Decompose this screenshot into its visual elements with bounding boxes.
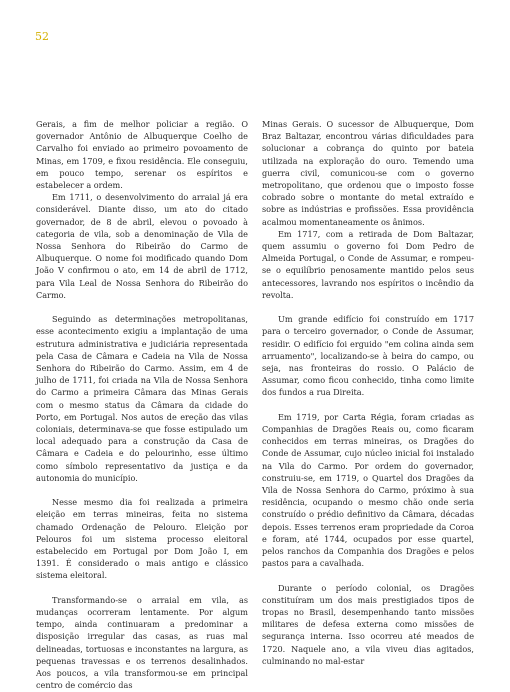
text-column-left — [36, 118, 248, 692]
page-number: 52 — [35, 30, 49, 43]
paragraph: Seguindo as determinações metropolitanas, esse acontecimento exigiu a implantação de uma estrutura administrativa e judiciária representada pela Casa de Câmara e Cadeia na Vila de Nossa Senhora do Ribeirão do Carmo. Assim, em 4 de julho de 1711, foi criada na Vila de Nossa Senhora do Carmo a primeira Câmara das Minas Gerais com o mesmo status da Câmara da cidade do Porto, em Portugal. Nos autos de ereção das vilas coloniais, determinava-se que fosse estipulado um local adequado para a construção da Casa de Câmara e Cadeia e do pelourinho, esse último como símbolo representativo da justiça e da autonomia do município. — [36, 314, 248, 483]
paragraph: Um grande edifício foi construído em 1717 para o terceiro governador, o Conde de Assumar, residir. O edifício foi erguido "em colina ainda sem arruamento", localizando-se à beira do campo, ou seja, nas fronteiras do rossio. O Palácio de Assumar, como ficou conhecido, tinha como limite dos fundos a rua Direita. — [262, 314, 474, 398]
text-column-right — [262, 118, 474, 667]
paragraph: Transformando-se o arraial em vila, as mudanças ocorreram lentamente. Por algum tempo, ainda continuaram a predominar a disposição irregular das casas, as ruas mal delineadas, tortuosas e inconstantes na largura, as pequenas travessas e os terrenos desalinhados. Aos poucos, a vila transformou-se em principal centro de comércio das — [36, 594, 248, 691]
paragraph: Em 1711, o desenvolvimento do arraial já era considerável. Diante disso, um ato do citado governador, de 8 de abril, elevou o povoado à categoria de vila, sob a denominação de Vila de Nossa Senhora do Ribeirão do Carmo de Albuquerque. O nome foi modificado quando Dom João V confirmou o ato, em 14 de abril de 1712, para Vila Leal de Nossa Senhora do Ribeirão do Carmo. — [36, 192, 248, 300]
paragraph: Em 1717, com a retirada de Dom Baltazar, quem assumiu o governo foi Dom Pedro de Almeida Portugal, o Conde de Assumar, e rompeu-se o equilíbrio penosamente mantido pelos seus antecessores, lavrando nos espíritos o incêndio da revolta. — [262, 228, 474, 300]
paragraph: Minas Gerais. O sucessor de Albuquerque, Dom Braz Baltazar, encontrou várias dificuldades para solucionar a cobrança do quinto por bateia utilizada na exploração do ouro. Temendo uma guerra civil, comunicou-se com o governo metropolitano, que ordenou que o imposto fosse cobrado sobre o montante do metal extraído e sobre as indústrias e profissões. Essa providência acalmou momentaneamente os ânimos. — [262, 119, 474, 227]
paragraph: Gerais, a fim de melhor policiar a região. O governador Antônio de Albuquerque Coelho de Carvalho foi enviado ao primeiro povoamento de Minas, em 1709, e fixou residência. Ele conseguiu, em pouco tempo, serenar os espíritos e estabelecer a ordem. — [36, 119, 248, 191]
paragraph: Nesse mesmo dia foi realizada a primeira eleição em terras mineiras, feita no sistema chamado Ordenação de Pelouro. Eleição por Pelouros foi um sistema processo eleitoral estabelecido em Portugal por Dom João I, em 1391. É considerado o mais antigo e clássico sistema eleitoral. — [36, 497, 248, 581]
paragraph: Durante o período colonial, os Dragões constituíram um dos mais prestigiados tipos de tropas no Brasil, desempenhando tanto missões militares de defesa externa como missões de segurança interna. Isso ocorreu até meados de 1720. Naquele ano, a vila viveu dias agitados, culminando no mal-estar — [262, 582, 474, 666]
paragraph: Em 1719, por Carta Régia, foram criadas as Companhias de Dragões Reais ou, como ficaram conhecidos em terras mineiras, os Dragões do Conde de Assumar, cujo núcleo inicial foi instalado na Vila do Carmo. Por ordem do governador, construiu-se, em 1719, o Quartel dos Dragões da Vila de Nossa Senhora do Carmo, próximo à sua residência, ocupando o mesmo chão onde seria construído o prédio definitivo da Câmara, décadas depois. Esses terrenos eram propriedade da Coroa e foram, até 1744, ocupados por esse quartel, pelos ranchos da Companhia dos Dragões e pelos pastos para a cavalhada. — [262, 411, 474, 569]
